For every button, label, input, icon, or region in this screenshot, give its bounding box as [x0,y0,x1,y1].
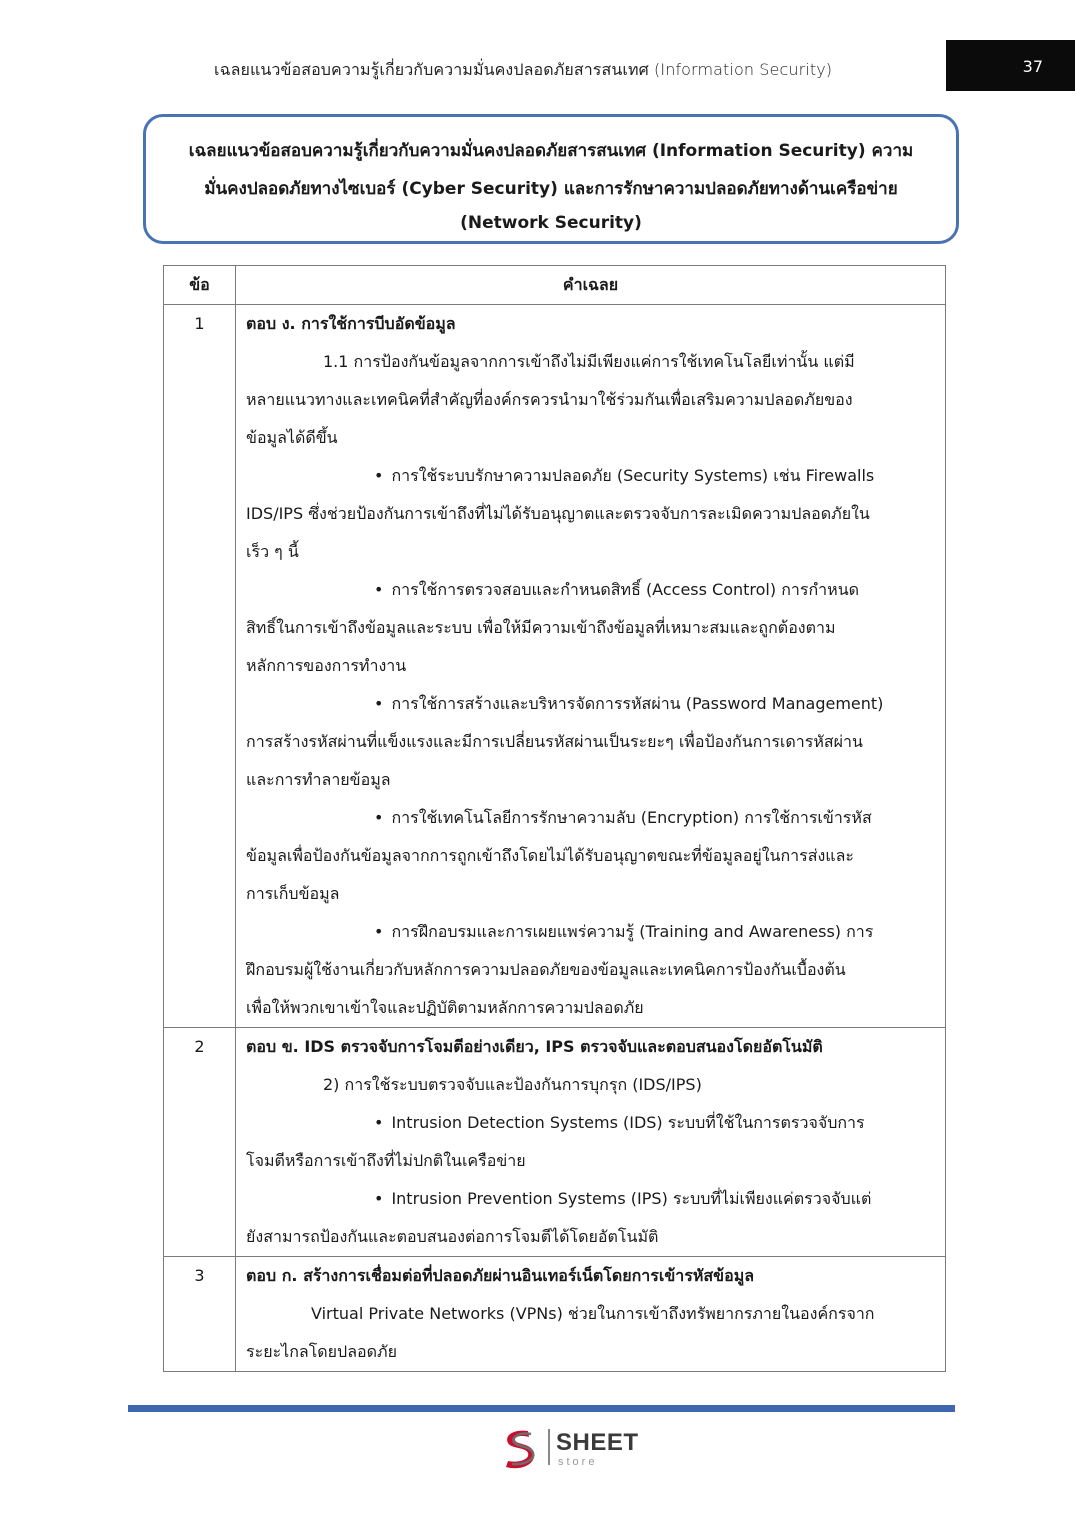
row-number: 1 [164,305,236,1028]
answer-cell [236,1257,946,1372]
bullet-item [246,799,935,837]
answer-text: หลักการของการทำงาน [246,656,407,675]
sheet-logo-icon [498,1425,544,1471]
bullet-icon: • [374,580,384,599]
answer-text: ยังสามารถป้องกันและตอบสนองต่อการโจมตีได้โดยอัตโนมัติ [246,1227,659,1246]
bullet-icon: • [374,922,384,941]
bullet-item [246,1180,935,1218]
bullet-item [246,913,935,951]
bullet-icon: • [374,1189,384,1208]
bullet-text: Intrusion Prevention Systems (IPS) ระบบที่ไม่เพียงแค่ตรวจจับแต่ [391,1189,872,1208]
bullet-item [246,1104,935,1142]
answer-cell [236,305,946,1028]
page-number-box [946,40,1075,91]
logo-subtext: store [558,1456,598,1468]
answer-text: และการทำลายข้อมูล [246,770,391,789]
bullet-icon: • [374,808,384,827]
answer-text: ข้อมูลเพื่อป้องกันข้อมูลจากการถูกเข้าถึงโดยไม่ได้รับอนุญาตขณะที่ข้อมูลอยู่ในการส่งและ [246,846,855,865]
row-number: 3 [164,1257,236,1372]
sheet-store-logo [498,1425,648,1471]
running-title: เฉลยแนวข้อสอบความรู้เกี่ยวกับความมั่นคงปลอดภัยสารสนเทศ (Information Security) [214,60,833,79]
header-answer: คำเฉลย [236,266,946,305]
answer-text: หลายแนวทางและเทคนิคที่สำคัญที่องค์กรควรนำมาใช้ร่วมกันเพื่อเสริมความปลอดภัยของ [246,390,853,409]
table-row [164,1257,946,1372]
page-number: 37 [1022,57,1043,76]
answer-cell [236,1028,946,1257]
answer-text: โจมตีหรือการเข้าถึงที่ไม่ปกติในเครือข่าย [246,1151,526,1170]
bullet-text: Intrusion Detection Systems (IDS) ระบบที่ใช้ในการตรวจจับการ [391,1113,865,1132]
bullet-text: การใช้ระบบรักษาความปลอดภัย (Security Systems) เช่น Firewalls [391,466,875,485]
answer-table [163,265,946,1372]
header-no: ข้อ [164,266,236,305]
answer-text: ฝึกอบรมผู้ใช้งานเกี่ยวกับหลักการความปลอดภัยของข้อมูลและเทคนิคการป้องกันเบื้องต้น [246,960,846,979]
answer-text: การสร้างรหัสผ่านที่แข็งแรงและมีการเปลี่ยนรหัสผ่านเป็นระยะๆ เพื่อป้องกันการเดารหัสผ่าน [246,732,863,751]
bullet-item [246,457,935,495]
logo-divider [548,1429,550,1465]
answer-text: การเก็บข้อมูล [246,884,340,903]
answer-line: ตอบ ง. การใช้การบีบอัดข้อมูล [246,314,456,333]
answer-text: IDS/IPS ซึ่งช่วยป้องกันการเข้าถึงที่ไม่ได้รับอนุญาตและตรวจจับการละเมิดความปลอดภัยใน [246,504,870,523]
table-row [164,305,946,1028]
bullet-item [246,685,935,723]
row-number: 2 [164,1028,236,1257]
answer-text: ข้อมูลได้ดีขึ้น [246,428,338,447]
bullet-text: การใช้การตรวจสอบและกำหนดสิทธิ์ (Access Control) การกำหนด [391,580,860,599]
answer-text: 2) การใช้ระบบตรวจจับและป้องกันการบุกรุก (IDS/IPS) [323,1075,702,1094]
bullet-text: การใช้เทคโนโลยีการรักษาความลับ (Encryption) การใช้การเข้ารหัส [391,808,872,827]
answer-text: ระยะไกลโดยปลอดภัย [246,1342,397,1361]
title-line: (Network Security) [460,213,642,233]
running-header [0,58,1075,84]
logo-text: SHEET [556,1429,639,1456]
answer-line: ตอบ ก. สร้างการเชื่อมต่อที่ปลอดภัยผ่านอินเทอร์เน็ตโดยการเข้ารหัสข้อมูล [246,1266,755,1285]
bullet-icon: • [374,466,384,485]
title-line: มั่นคงปลอดภัยทางไซเบอร์ (Cyber Security) และการรักษาความปลอดภัยทางด้านเครือข่าย [204,179,898,199]
footer-rule [128,1405,955,1412]
bullet-text: การใช้การสร้างและบริหารจัดการรหัสผ่าน (Password Management) [391,694,884,713]
title-box [143,114,959,244]
answer-line: ตอบ ข. IDS ตรวจจับการโจมตีอย่างเดียว, IPS ตรวจจับและตอบสนองโดยอัตโนมัติ [246,1037,823,1056]
answer-text: เร็ว ๆ นี้ [246,542,299,561]
bullet-text: การฝึกอบรมและการเผยแพร่ความรู้ (Training and Awareness) การ [391,922,874,941]
answer-text: เพื่อให้พวกเขาเข้าใจและปฏิบัติตามหลักการความปลอดภัย [246,998,644,1017]
answer-text: 1.1 การป้องกันข้อมูลจากการเข้าถึงไม่มีเพียงแค่การใช้เทคโนโลยีเท่านั้น แต่มี [323,352,855,371]
bullet-icon: • [374,694,384,713]
table-header-row [164,266,946,305]
bullet-item [246,571,935,609]
answer-text: Virtual Private Networks (VPNs) ช่วยในการเข้าถึงทรัพยากรภายในองค์กรจาก [311,1304,875,1323]
answer-text: สิทธิ์ในการเข้าถึงข้อมูลและระบบ เพื่อให้มีความเข้าถึงข้อมูลที่เหมาะสมและถูกต้องตาม [246,618,836,637]
title-line: เฉลยแนวข้อสอบความรู้เกี่ยวกับความมั่นคงปลอดภัยสารสนเทศ (Information Security) ความ [188,141,914,161]
bullet-icon: • [374,1113,384,1132]
table-row [164,1028,946,1257]
